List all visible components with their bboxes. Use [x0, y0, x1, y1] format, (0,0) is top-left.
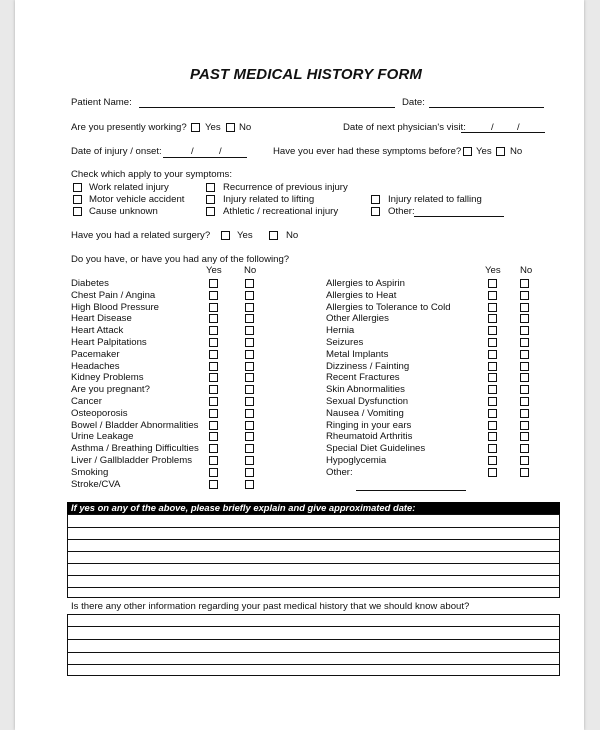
condition-no-checkbox-high-blood-pressure[interactable]	[245, 303, 254, 312]
condition-yes-checkbox-chest-pain-angina[interactable]	[209, 291, 218, 300]
condition-label-heart-attack: Heart Attack	[71, 325, 124, 336]
condition-no-checkbox-urine-leakage[interactable]	[245, 432, 254, 441]
condition-yes-checkbox-dizziness-fainting[interactable]	[488, 362, 497, 371]
condition-no-checkbox-bowel-bladder-abnormalities[interactable]	[245, 421, 254, 430]
condition-label-metal-implants: Metal Implants	[326, 349, 389, 360]
other-info-line	[68, 664, 559, 665]
condition-no-checkbox-stroke-cva[interactable]	[245, 480, 254, 489]
left-yes-header: Yes	[206, 265, 222, 276]
symptoms-heading: Check which apply to your symptoms:	[71, 169, 233, 180]
condition-no-checkbox-seizures[interactable]	[520, 338, 529, 347]
condition-yes-checkbox-heart-disease[interactable]	[209, 314, 218, 323]
symptoms-before-no-label: No	[510, 146, 523, 157]
condition-yes-checkbox-cancer[interactable]	[209, 397, 218, 406]
injury-separator-2: /	[219, 146, 222, 157]
explain-line	[68, 587, 559, 588]
right-no-header: No	[520, 265, 533, 276]
condition-yes-checkbox-metal-implants[interactable]	[488, 350, 497, 359]
condition-label-pacemaker: Pacemaker	[71, 349, 120, 360]
condition-yes-checkbox-seizures[interactable]	[488, 338, 497, 347]
condition-no-checkbox-are-you-pregnant[interactable]	[245, 385, 254, 394]
symptom-recurrence-checkbox[interactable]	[206, 183, 215, 192]
condition-yes-checkbox-headaches[interactable]	[209, 362, 218, 371]
condition-label-headaches: Headaches	[71, 361, 120, 372]
condition-label-other-allergies: Other Allergies	[326, 313, 389, 324]
condition-label-chest-pain-angina: Chest Pain / Angina	[71, 290, 156, 301]
next-visit-separator-2: /	[517, 122, 520, 133]
condition-yes-checkbox-bowel-bladder-abnormalities[interactable]	[209, 421, 218, 430]
form-title: PAST MEDICAL HISTORY FORM	[190, 66, 422, 83]
surgery-yes-checkbox[interactable]	[221, 231, 230, 240]
condition-no-checkbox-heart-attack[interactable]	[245, 326, 254, 335]
working-label: Are you presently working?	[71, 122, 187, 133]
condition-no-checkbox-metal-implants[interactable]	[520, 350, 529, 359]
condition-label-allergies-to-aspirin: Allergies to Aspirin	[326, 278, 405, 289]
condition-yes-checkbox-kidney-problems[interactable]	[209, 373, 218, 382]
injury-separator-1: /	[191, 146, 194, 157]
symptom-other-checkbox[interactable]	[371, 207, 380, 216]
symptom-falling-checkbox[interactable]	[371, 195, 380, 204]
injury-date-field[interactable]	[163, 157, 247, 158]
symptom-cause-unknown-checkbox[interactable]	[73, 207, 82, 216]
condition-no-checkbox-dizziness-fainting[interactable]	[520, 362, 529, 371]
condition-yes-checkbox-ringing-in-your-ears[interactable]	[488, 421, 497, 430]
condition-no-checkbox-allergies-to-tolerance-to-cold[interactable]	[520, 303, 529, 312]
condition-no-checkbox-headaches[interactable]	[245, 362, 254, 371]
symptoms-before-no-checkbox[interactable]	[496, 147, 505, 156]
condition-label-kidney-problems: Kidney Problems	[71, 372, 144, 383]
symptom-athletic-checkbox[interactable]	[206, 207, 215, 216]
patient-name-label: Patient Name:	[71, 97, 132, 108]
condition-label-cancer: Cancer	[71, 396, 102, 407]
symptom-lifting-checkbox[interactable]	[206, 195, 215, 204]
condition-label-stroke-cva: Stroke/CVA	[71, 479, 121, 490]
condition-no-checkbox-other-allergies[interactable]	[520, 314, 529, 323]
condition-no-checkbox-cancer[interactable]	[245, 397, 254, 406]
symptom-work-related-checkbox[interactable]	[73, 183, 82, 192]
condition-yes-checkbox-asthma-breathing-difficulties[interactable]	[209, 444, 218, 453]
explain-line	[68, 551, 559, 552]
condition-yes-checkbox-nausea-vomiting[interactable]	[488, 409, 497, 418]
explain-heading: If yes on any of the above, please briefly explain and give approximated date:	[71, 502, 416, 513]
condition-no-checkbox-ringing-in-your-ears[interactable]	[520, 421, 529, 430]
condition-yes-checkbox-heart-attack[interactable]	[209, 326, 218, 335]
condition-label-special-diet-guidelines: Special Diet Guidelines	[326, 443, 426, 454]
condition-no-checkbox-osteoporosis[interactable]	[245, 409, 254, 418]
condition-label-nausea-vomiting: Nausea / Vomiting	[326, 408, 404, 419]
condition-yes-checkbox-stroke-cva[interactable]	[209, 480, 218, 489]
condition-label-hernia: Hernia	[326, 325, 355, 336]
date-field[interactable]	[429, 107, 544, 108]
surgery-yes-label: Yes	[237, 230, 253, 241]
condition-label-smoking: Smoking	[71, 467, 109, 478]
next-visit-label: Date of next physician's visit:	[343, 122, 466, 133]
condition-label-allergies-to-heat: Allergies to Heat	[326, 290, 397, 301]
condition-label-ringing-in-your-ears: Ringing in your ears	[326, 420, 412, 431]
condition-no-checkbox-smoking[interactable]	[245, 468, 254, 477]
symptom-work-related-label: Work related injury	[89, 182, 169, 193]
explain-line	[68, 539, 559, 540]
condition-no-checkbox-allergies-to-heat[interactable]	[520, 291, 529, 300]
condition-label-liver-gallbladder-problems: Liver / Gallbladder Problems	[71, 455, 193, 466]
condition-yes-checkbox-hypoglycemia[interactable]	[488, 456, 497, 465]
explain-box[interactable]	[67, 514, 560, 598]
condition-yes-checkbox-pacemaker[interactable]	[209, 350, 218, 359]
condition-no-checkbox-skin-abnormalities[interactable]	[520, 385, 529, 394]
form-page	[15, 0, 584, 730]
other-info-box[interactable]	[67, 614, 560, 676]
condition-no-checkbox-heart-disease[interactable]	[245, 314, 254, 323]
symptom-recurrence-label: Recurrence of previous injury	[223, 182, 348, 193]
symptom-other-field[interactable]	[414, 216, 504, 217]
condition-label-urine-leakage: Urine Leakage	[71, 431, 134, 442]
condition-yes-checkbox-high-blood-pressure[interactable]	[209, 303, 218, 312]
symptoms-before-yes-label: Yes	[476, 146, 492, 157]
condition-label-hypoglycemia: Hypoglycemia	[326, 455, 387, 466]
explain-line	[68, 575, 559, 576]
condition-label-sexual-dysfunction: Sexual Dysfunction	[326, 396, 409, 407]
condition-label-asthma-breathing-difficulties: Asthma / Breathing Difficulties	[71, 443, 199, 454]
condition-yes-checkbox-are-you-pregnant[interactable]	[209, 385, 218, 394]
condition-no-checkbox-recent-fractures[interactable]	[520, 373, 529, 382]
condition-no-checkbox-sexual-dysfunction[interactable]	[520, 397, 529, 406]
condition-yes-checkbox-sexual-dysfunction[interactable]	[488, 397, 497, 406]
condition-yes-checkbox-other[interactable]	[488, 468, 497, 477]
symptom-athletic-label: Athletic / recreational injury	[223, 206, 339, 217]
condition-label-rheumatoid-arthritis: Rheumatoid Arthritis	[326, 431, 413, 442]
condition-yes-checkbox-heart-palpitations[interactable]	[209, 338, 218, 347]
left-no-header: No	[244, 265, 257, 276]
surgery-label: Have you had a related surgery?	[71, 230, 211, 241]
condition-no-checkbox-asthma-breathing-difficulties[interactable]	[245, 444, 254, 453]
symptom-other-label: Other:	[388, 206, 415, 217]
condition-yes-checkbox-osteoporosis[interactable]	[209, 409, 218, 418]
condition-yes-checkbox-liver-gallbladder-problems[interactable]	[209, 456, 218, 465]
condition-label-diabetes: Diabetes	[71, 278, 109, 289]
symptom-motor-vehicle-label: Motor vehicle accident	[89, 194, 185, 205]
condition-yes-checkbox-rheumatoid-arthritis[interactable]	[488, 432, 497, 441]
other-info-line	[68, 626, 559, 627]
symptom-lifting-label: Injury related to lifting	[223, 194, 315, 205]
condition-label-are-you-pregnant: Are you pregnant?	[71, 384, 150, 395]
condition-no-checkbox-special-diet-guidelines[interactable]	[520, 444, 529, 453]
working-yes-checkbox[interactable]	[191, 123, 200, 132]
condition-label-dizziness-fainting: Dizziness / Fainting	[326, 361, 410, 372]
injury-date-label: Date of injury / onset:	[71, 146, 162, 157]
condition-no-checkbox-pacemaker[interactable]	[245, 350, 254, 359]
condition-label-skin-abnormalities: Skin Abnormalities	[326, 384, 405, 395]
surgery-no-label: No	[286, 230, 299, 241]
patient-name-field[interactable]	[139, 107, 395, 108]
other-info-line	[68, 639, 559, 640]
condition-yes-checkbox-recent-fractures[interactable]	[488, 373, 497, 382]
condition-yes-checkbox-allergies-to-heat[interactable]	[488, 291, 497, 300]
condition-label-heart-disease: Heart Disease	[71, 313, 132, 324]
condition-label-osteoporosis: Osteoporosis	[71, 408, 128, 419]
working-yes-label: Yes	[205, 122, 221, 133]
condition-label-recent-fractures: Recent Fractures	[326, 372, 400, 383]
condition-yes-checkbox-special-diet-guidelines[interactable]	[488, 444, 497, 453]
condition-no-checkbox-heart-palpitations[interactable]	[245, 338, 254, 347]
date-label: Date:	[402, 97, 425, 108]
condition-no-checkbox-kidney-problems[interactable]	[245, 373, 254, 382]
condition-yes-checkbox-urine-leakage[interactable]	[209, 432, 218, 441]
other-info-label: Is there any other information regarding your past medical history that we should know about?	[71, 601, 470, 612]
right-yes-header: Yes	[485, 265, 501, 276]
condition-no-checkbox-diabetes[interactable]	[245, 279, 254, 288]
explain-line	[68, 527, 559, 528]
condition-no-checkbox-hernia[interactable]	[520, 326, 529, 335]
condition-other-field[interactable]	[356, 490, 466, 491]
condition-yes-checkbox-hernia[interactable]	[488, 326, 497, 335]
symptom-motor-vehicle-checkbox[interactable]	[73, 195, 82, 204]
condition-no-checkbox-allergies-to-aspirin[interactable]	[520, 279, 529, 288]
next-visit-separator-1: /	[491, 122, 494, 133]
condition-yes-checkbox-diabetes[interactable]	[209, 279, 218, 288]
condition-label-high-blood-pressure: High Blood Pressure	[71, 302, 159, 313]
condition-no-checkbox-other[interactable]	[520, 468, 529, 477]
working-no-checkbox[interactable]	[226, 123, 235, 132]
conditions-heading: Do you have, or have you had any of the following?	[71, 254, 290, 265]
symptom-cause-unknown-label: Cause unknown	[89, 206, 158, 217]
condition-no-checkbox-nausea-vomiting[interactable]	[520, 409, 529, 418]
condition-yes-checkbox-other-allergies[interactable]	[488, 314, 497, 323]
symptoms-before-label: Have you ever had these symptoms before?	[273, 146, 462, 157]
surgery-no-checkbox[interactable]	[269, 231, 278, 240]
condition-yes-checkbox-allergies-to-aspirin[interactable]	[488, 279, 497, 288]
explain-heading-band	[67, 502, 560, 514]
condition-no-checkbox-rheumatoid-arthritis[interactable]	[520, 432, 529, 441]
working-no-label: No	[239, 122, 252, 133]
condition-label-seizures: Seizures	[326, 337, 364, 348]
symptom-falling-label: Injury related to falling	[388, 194, 482, 205]
condition-no-checkbox-hypoglycemia[interactable]	[520, 456, 529, 465]
condition-no-checkbox-chest-pain-angina[interactable]	[245, 291, 254, 300]
other-info-line	[68, 652, 559, 653]
condition-label-other: Other:	[326, 467, 353, 478]
next-visit-date-field[interactable]	[461, 132, 545, 133]
condition-yes-checkbox-smoking[interactable]	[209, 468, 218, 477]
condition-label-bowel-bladder-abnormalities: Bowel / Bladder Abnormalities	[71, 420, 199, 431]
condition-no-checkbox-liver-gallbladder-problems[interactable]	[245, 456, 254, 465]
condition-yes-checkbox-skin-abnormalities[interactable]	[488, 385, 497, 394]
condition-label-heart-palpitations: Heart Palpitations	[71, 337, 147, 348]
condition-label-allergies-to-tolerance-to-cold: Allergies to Tolerance to Cold	[326, 302, 451, 313]
condition-yes-checkbox-allergies-to-tolerance-to-cold[interactable]	[488, 303, 497, 312]
explain-line	[68, 563, 559, 564]
symptoms-before-yes-checkbox[interactable]	[463, 147, 472, 156]
